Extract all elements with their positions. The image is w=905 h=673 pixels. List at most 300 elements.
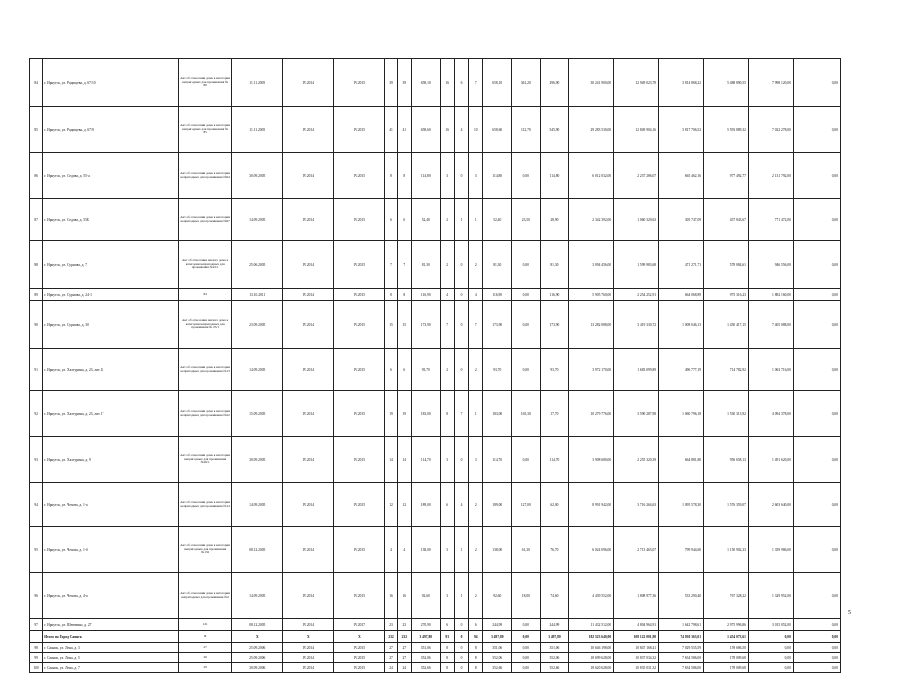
count-cell: 24: [397, 663, 411, 673]
count-cell: 24: [385, 663, 397, 673]
area-cell: 23,50: [512, 199, 541, 241]
date-cell: X: [232, 631, 283, 643]
date-cell: 25.09.2006: [232, 653, 283, 663]
total-cell: 2 342 392,00: [569, 199, 614, 241]
funding-cell: 0,00: [793, 301, 840, 349]
funding-cell: 2 131 792,00: [748, 153, 793, 199]
basis-cell: Акт об отнесении жилого дома к категории непригодных для проживания № 23/1: [179, 301, 232, 349]
area-cell: 296,90: [540, 59, 569, 107]
funding-cell: 74 030 363,01: [659, 631, 704, 643]
area-cell: 0,00: [512, 653, 541, 663]
end-cell: IV.2015: [334, 301, 385, 349]
funding-cell: 0,00: [793, 153, 840, 199]
count-cell: 8: [397, 289, 411, 301]
count-cell: 7: [397, 241, 411, 289]
row-number: 100: [30, 663, 43, 673]
basis-cell: X: [179, 631, 232, 643]
basis-cell: Акт об отнесении дома к категории непригодных для проживания № 85: [179, 107, 232, 153]
people-cell: 8: [440, 663, 454, 673]
count-cell: 8: [397, 153, 411, 199]
total-cell: 13 282 088,00: [569, 301, 614, 349]
start-cell: IV.2014: [283, 107, 334, 153]
address-cell: г. Иркутск, ул. Сурнова, д. 30: [43, 301, 179, 349]
people-cell: 8: [440, 643, 454, 653]
total-cell: 10 646 198,00: [569, 643, 614, 653]
people-cell: 3: [469, 153, 483, 199]
area-cell: 92,60: [483, 573, 512, 619]
area-cell: 81,30: [540, 241, 569, 289]
funding-cell: 496 777,19: [659, 349, 704, 391]
start-cell: IV.2014: [283, 573, 334, 619]
funding-cell: 946 556,00: [748, 241, 793, 289]
row-number: 86: [30, 153, 43, 199]
end-cell: IV.2015: [334, 483, 385, 527]
area-cell: 93,70: [411, 349, 440, 391]
funding-cell: 7 022 278,00: [748, 107, 793, 153]
count-cell: 39: [397, 59, 411, 107]
people-cell: 7: [454, 391, 468, 437]
funding-cell: 7 405 088,00: [748, 301, 793, 349]
funding-cell: 0,00: [793, 483, 840, 527]
count-cell: 12: [397, 483, 411, 527]
row-number: 91: [30, 349, 43, 391]
table-row: [30, 153, 841, 199]
people-cell: 1: [454, 527, 468, 573]
area-cell: 361,20: [512, 59, 541, 107]
count-cell: 16: [385, 573, 397, 619]
basis-cell: 26: [179, 653, 232, 663]
area-cell: 92,60: [411, 573, 440, 619]
people-cell: 0: [454, 153, 468, 199]
address-cell: Итого по Город Саянск: [43, 631, 179, 643]
area-cell: 18,00: [512, 573, 541, 619]
funding-cell: 4 804 964,91: [614, 619, 659, 631]
people-cell: 0: [454, 301, 468, 349]
area-cell: 545,90: [540, 107, 569, 153]
people-cell: 3: [469, 437, 483, 483]
count-cell: 19: [385, 391, 397, 437]
funding-cell: 3 590 287,98: [614, 391, 659, 437]
table-row: [30, 619, 841, 631]
funding-cell: 767 328,22: [704, 573, 749, 619]
people-cell: 2: [440, 349, 454, 391]
funding-cell: 2 255 320,39: [614, 437, 659, 483]
area-cell: 127,00: [512, 483, 541, 527]
area-cell: 352,66: [540, 663, 569, 673]
people-cell: 0: [454, 289, 468, 301]
area-cell: 183,00: [483, 391, 512, 437]
people-cell: 4: [454, 107, 468, 153]
funding-cell: 714 782,92: [704, 349, 749, 391]
people-cell: 3: [440, 437, 454, 483]
people-cell: 2: [440, 199, 454, 241]
funding-cell: 178 009,68: [704, 663, 749, 673]
funding-cell: 0,00: [793, 653, 840, 663]
address-cell: г. Саянск, ул. Лена, д. 7: [43, 663, 179, 673]
count-cell: 6: [385, 349, 397, 391]
basis-cell: Акт об отнесении дома к категории непригодных для проживания №132: [179, 527, 232, 573]
count-cell: 39: [385, 59, 397, 107]
start-cell: IV.2014: [283, 653, 334, 663]
area-cell: 114,80: [540, 153, 569, 199]
total-cell: 3 972 170,00: [569, 349, 614, 391]
funding-cell: 1 359 986,00: [748, 527, 793, 573]
area-cell: 351,06: [411, 643, 440, 653]
area-cell: 28,90: [540, 199, 569, 241]
count-cell: 23: [397, 619, 411, 631]
total-cell: 18 699 628,00: [569, 653, 614, 663]
people-cell: 2: [469, 527, 483, 573]
row-number: 84: [30, 59, 43, 107]
funding-cell: 0,00: [748, 653, 793, 663]
count-cell: 27: [385, 643, 397, 653]
end-cell: IV.2015: [334, 199, 385, 241]
start-cell: IV.2014: [283, 199, 334, 241]
funding-cell: 4 094 378,00: [748, 391, 793, 437]
area-cell: 61,30: [512, 527, 541, 573]
people-cell: 2: [469, 483, 483, 527]
funding-cell: 1 576 359,07: [704, 483, 749, 527]
date-cell: 11.11.2005: [232, 59, 283, 107]
area-cell: 114,80: [411, 153, 440, 199]
funding-cell: 1 882 160,00: [748, 289, 793, 301]
people-cell: 0: [454, 663, 468, 673]
start-cell: IV.2014: [283, 349, 334, 391]
people-cell: 6: [440, 483, 454, 527]
people-cell: 1: [454, 573, 468, 619]
funding-cell: 2 713 463,07: [614, 527, 659, 573]
count-cell: 41: [385, 107, 397, 153]
funding-cell: 0,00: [748, 663, 793, 673]
area-cell: 138,00: [411, 527, 440, 573]
address-cell: г. Иркутск, ул. Сурнова, д. 24-1: [43, 289, 179, 301]
address-cell: г. Иркутск, ул. Халтурина, д. 23, лит. Г: [43, 391, 179, 437]
funding-cell: 5 488 890,55: [704, 59, 749, 107]
row-number: 93: [30, 437, 43, 483]
area-cell: 0,00: [512, 643, 541, 653]
row-number: 96: [30, 573, 43, 619]
table-row: [30, 241, 841, 289]
people-cell: 6: [454, 59, 468, 107]
count-cell: 8: [385, 289, 397, 301]
area-cell: 93,70: [483, 349, 512, 391]
end-cell: IV.2015: [334, 349, 385, 391]
table-row: [30, 663, 841, 673]
table-row: [30, 527, 841, 573]
people-cell: 0: [454, 631, 468, 643]
count-cell: 14: [397, 437, 411, 483]
end-cell: IV.2015: [334, 527, 385, 573]
area-cell: 270,90: [411, 619, 440, 631]
address-cell: г. Иркутск, ул. Радищева, д. 67/10: [43, 59, 179, 107]
address-cell: г. Иркутск, ул. Седова, д. 55-а: [43, 153, 179, 199]
row-number: 98: [30, 643, 43, 653]
area-cell: 173,90: [540, 301, 569, 349]
date-cell: 14.09.2005: [232, 199, 283, 241]
date-cell: 13.10.2011: [232, 289, 283, 301]
funding-cell: 0,00: [793, 59, 840, 107]
basis-cell: Акт об отнесении жилого дома к категории непригодных для проживания №22/1: [179, 241, 232, 289]
funding-cell: 7 998 120,00: [748, 59, 793, 107]
funding-cell: 1 063 716,00: [748, 349, 793, 391]
funding-cell: 108 122 001,98: [614, 631, 659, 643]
date-cell: 14.09.2005: [232, 573, 283, 619]
start-cell: IV.2014: [283, 59, 334, 107]
address-cell: г. Иркутск, ул. Чехова, д. 4-а: [43, 573, 179, 619]
funding-cell: 2 254 252,91: [614, 289, 659, 301]
area-cell: 352,66: [483, 663, 512, 673]
funding-cell: 10 837 034,32: [614, 653, 659, 663]
count-cell: 232: [397, 631, 411, 643]
area-cell: 17,70: [540, 391, 569, 437]
date-cell: 25.06.2005: [232, 241, 283, 289]
area-cell: 52,40: [411, 199, 440, 241]
area-cell: 0,00: [512, 349, 541, 391]
row-number: 89: [30, 289, 43, 301]
funding-cell: 956 658,13: [704, 437, 749, 483]
total-cell: 182 523 640,00: [569, 631, 614, 643]
count-cell: 23: [385, 619, 397, 631]
date-cell: 23.09.2005: [232, 301, 283, 349]
area-cell: 114,70: [411, 437, 440, 483]
end-cell: IV.2017: [334, 619, 385, 631]
funding-cell: 0,00: [793, 241, 840, 289]
count-cell: 41: [397, 107, 411, 153]
total-cell: 6 012 032,00: [569, 153, 614, 199]
total-cell: 11 432 512,00: [569, 619, 614, 631]
people-cell: 93: [440, 631, 454, 643]
count-cell: 15: [397, 301, 411, 349]
end-cell: IV.2015: [334, 653, 385, 663]
total-cell: 4 439 552,00: [569, 573, 614, 619]
total-cell: 10 279 776,00: [569, 391, 614, 437]
area-cell: 116,90: [411, 289, 440, 301]
funding-cell: 1 454 073,61: [704, 631, 749, 643]
people-cell: 0: [454, 619, 468, 631]
date-cell: 15.09.2005: [232, 391, 283, 437]
table-row: [30, 437, 841, 483]
end-cell: IV.2015: [334, 289, 385, 301]
people-cell: 1: [469, 199, 483, 241]
count-cell: 19: [397, 391, 411, 437]
people-cell: 7: [469, 301, 483, 349]
area-cell: 114,70: [540, 437, 569, 483]
people-cell: 0: [454, 437, 468, 483]
date-cell: 25.09.2006: [232, 643, 283, 653]
end-cell: IV.2015: [334, 391, 385, 437]
people-cell: 2: [440, 241, 454, 289]
funding-cell: 178 009,68: [704, 653, 749, 663]
count-cell: 7: [385, 241, 397, 289]
area-cell: 352,06: [411, 653, 440, 663]
funding-cell: 7 634 586,00: [659, 663, 704, 673]
table-row: [30, 301, 841, 349]
funding-cell: 3 814 868,22: [659, 59, 704, 107]
table-row: [30, 573, 841, 619]
funding-cell: 0,00: [793, 391, 840, 437]
people-cell: 0: [454, 241, 468, 289]
people-cell: 10: [469, 107, 483, 153]
end-cell: X: [334, 631, 385, 643]
people-cell: 0: [454, 349, 468, 391]
date-cell: 30.09.2005: [232, 437, 283, 483]
funding-cell: 0,00: [793, 349, 840, 391]
people-cell: 8: [440, 653, 454, 663]
address-cell: г. Иркутск, ул. Сурнова, д. 7: [43, 241, 179, 289]
basis-cell: Акт об отнесении дома к категории непригодных для проживания №13: [179, 349, 232, 391]
people-cell: 3: [440, 573, 454, 619]
page-number: 5: [848, 610, 851, 616]
people-cell: 2: [469, 573, 483, 619]
funding-cell: 3 015 052,00: [748, 619, 793, 631]
basis-cell: Акт об отнесении дома к категории непригодных для проживания №64: [179, 153, 232, 199]
count-cell: 4: [385, 527, 397, 573]
funding-cell: 1 683 099,89: [614, 349, 659, 391]
end-cell: IV.2015: [334, 643, 385, 653]
address-cell: г. Иркутск, ул. Халтурина, д. 9: [43, 437, 179, 483]
funding-cell: 1 008 046,13: [659, 301, 704, 349]
funding-cell: 0,00: [748, 643, 793, 653]
date-cell: 14.09.2005: [232, 349, 283, 391]
address-cell: г. Иркутск, ул. Седова, д. 55Б: [43, 199, 179, 241]
people-cell: 2: [469, 241, 483, 289]
start-cell: IV.2014: [283, 437, 334, 483]
date-cell: 08.12.2005: [232, 619, 283, 631]
count-cell: 15: [385, 301, 397, 349]
funding-cell: 12 849 904,16: [614, 107, 659, 153]
total-cell: 18 620 628,00: [569, 663, 614, 673]
people-cell: 1: [454, 199, 468, 241]
area-cell: 351,06: [540, 643, 569, 653]
funding-cell: 0,00: [793, 573, 840, 619]
funding-cell: 0,00: [793, 619, 840, 631]
people-cell: 6: [440, 619, 454, 631]
end-cell: IV.2015: [334, 153, 385, 199]
count-cell: 27: [397, 653, 411, 663]
table-row: [30, 391, 841, 437]
address-cell: г. Иркутск, ул. Чехова, д. 1-а: [43, 483, 179, 527]
funding-cell: 665 462,16: [659, 153, 704, 199]
area-cell: 173,90: [411, 301, 440, 349]
date-cell: 14.09.2005: [232, 483, 283, 527]
table-row: [30, 643, 841, 653]
area-cell: 658,60: [411, 107, 440, 153]
housing-table: [29, 58, 841, 673]
people-cell: 4: [469, 289, 483, 301]
area-cell: 62,00: [540, 483, 569, 527]
start-cell: IV.2014: [283, 391, 334, 437]
funding-cell: 771 472,00: [748, 199, 793, 241]
people-cell: 7: [469, 59, 483, 107]
area-cell: 0,00: [512, 153, 541, 199]
count-cell: 16: [397, 573, 411, 619]
area-cell: 165,30: [512, 391, 541, 437]
row-number: 92: [30, 391, 43, 437]
funding-cell: 0,00: [793, 663, 840, 673]
date-cell: 30.09.2005: [232, 153, 283, 199]
people-cell: 16: [440, 107, 454, 153]
funding-cell: 1 060 329,63: [614, 199, 659, 241]
people-cell: 16: [440, 59, 454, 107]
funding-cell: 799 944,60: [659, 527, 704, 573]
basis-cell: Акт об отнесении дома к категории непригодных для проживания №22: [179, 391, 232, 437]
area-cell: 3 497,80: [411, 631, 440, 643]
area-cell: 0,00: [512, 631, 541, 643]
address-cell: г. Иркутск, ул. Радищева, д. 67/9: [43, 107, 179, 153]
count-cell: 8: [385, 153, 397, 199]
funding-cell: 1 329 952,00: [748, 573, 793, 619]
people-cell: 3: [440, 527, 454, 573]
people-cell: 0: [454, 653, 468, 663]
table-row: [30, 483, 841, 527]
basis-cell: 84: [179, 289, 232, 301]
funding-cell: 975 316,23: [704, 289, 749, 301]
address-cell: г. Саянск, ул. Лена, д. 5: [43, 653, 179, 663]
area-cell: 183,00: [411, 391, 440, 437]
area-cell: 0,00: [512, 301, 541, 349]
area-cell: 93,70: [540, 349, 569, 391]
total-cell: 30 241 900,00: [569, 59, 614, 107]
start-cell: IV.2014: [283, 643, 334, 653]
area-cell: 658,60: [483, 107, 512, 153]
area-cell: 189,00: [483, 483, 512, 527]
funding-cell: 7 634 586,00: [659, 653, 704, 663]
start-cell: X: [283, 631, 334, 643]
funding-cell: 0,00: [793, 631, 840, 643]
table-row: [30, 107, 841, 153]
people-cell: 8: [440, 391, 454, 437]
count-cell: 232: [385, 631, 397, 643]
count-cell: 6: [385, 199, 397, 241]
people-cell: 2: [469, 349, 483, 391]
area-cell: 352,06: [540, 653, 569, 663]
funding-cell: 3 817 706,52: [659, 107, 704, 153]
funding-cell: 3 716 264,63: [614, 483, 659, 527]
people-cell: 94: [469, 631, 483, 643]
row-number: 88: [30, 241, 43, 289]
funding-cell: 0,00: [793, 643, 840, 653]
table-body: [30, 59, 841, 673]
count-cell: 6: [397, 349, 411, 391]
end-cell: IV.2015: [334, 241, 385, 289]
people-cell: 4: [440, 289, 454, 301]
area-cell: 116,90: [483, 289, 512, 301]
people-cell: 7: [440, 301, 454, 349]
start-cell: IV.2014: [283, 153, 334, 199]
area-cell: 658,10: [411, 59, 440, 107]
area-cell: 81,30: [483, 241, 512, 289]
area-cell: 658,10: [483, 59, 512, 107]
funding-cell: 0,00: [793, 289, 840, 301]
area-cell: 352,66: [411, 663, 440, 673]
people-cell: 8: [469, 653, 483, 663]
funding-cell: 159 686,50: [704, 643, 749, 653]
area-cell: 74,60: [540, 573, 569, 619]
table-row: [30, 59, 841, 107]
funding-cell: 10 847 168,41: [614, 643, 659, 653]
end-cell: IV.2015: [334, 573, 385, 619]
row-number: 85: [30, 107, 43, 153]
people-cell: 8: [469, 663, 483, 673]
area-cell: 3 497,80: [483, 631, 512, 643]
date-cell: 08.12.2005: [232, 527, 283, 573]
start-cell: IV.2014: [283, 619, 334, 631]
table-row: [30, 653, 841, 663]
people-cell: 0: [454, 643, 468, 653]
area-cell: 76,70: [540, 527, 569, 573]
start-cell: IV.2014: [283, 289, 334, 301]
area-cell: 0,00: [512, 241, 541, 289]
